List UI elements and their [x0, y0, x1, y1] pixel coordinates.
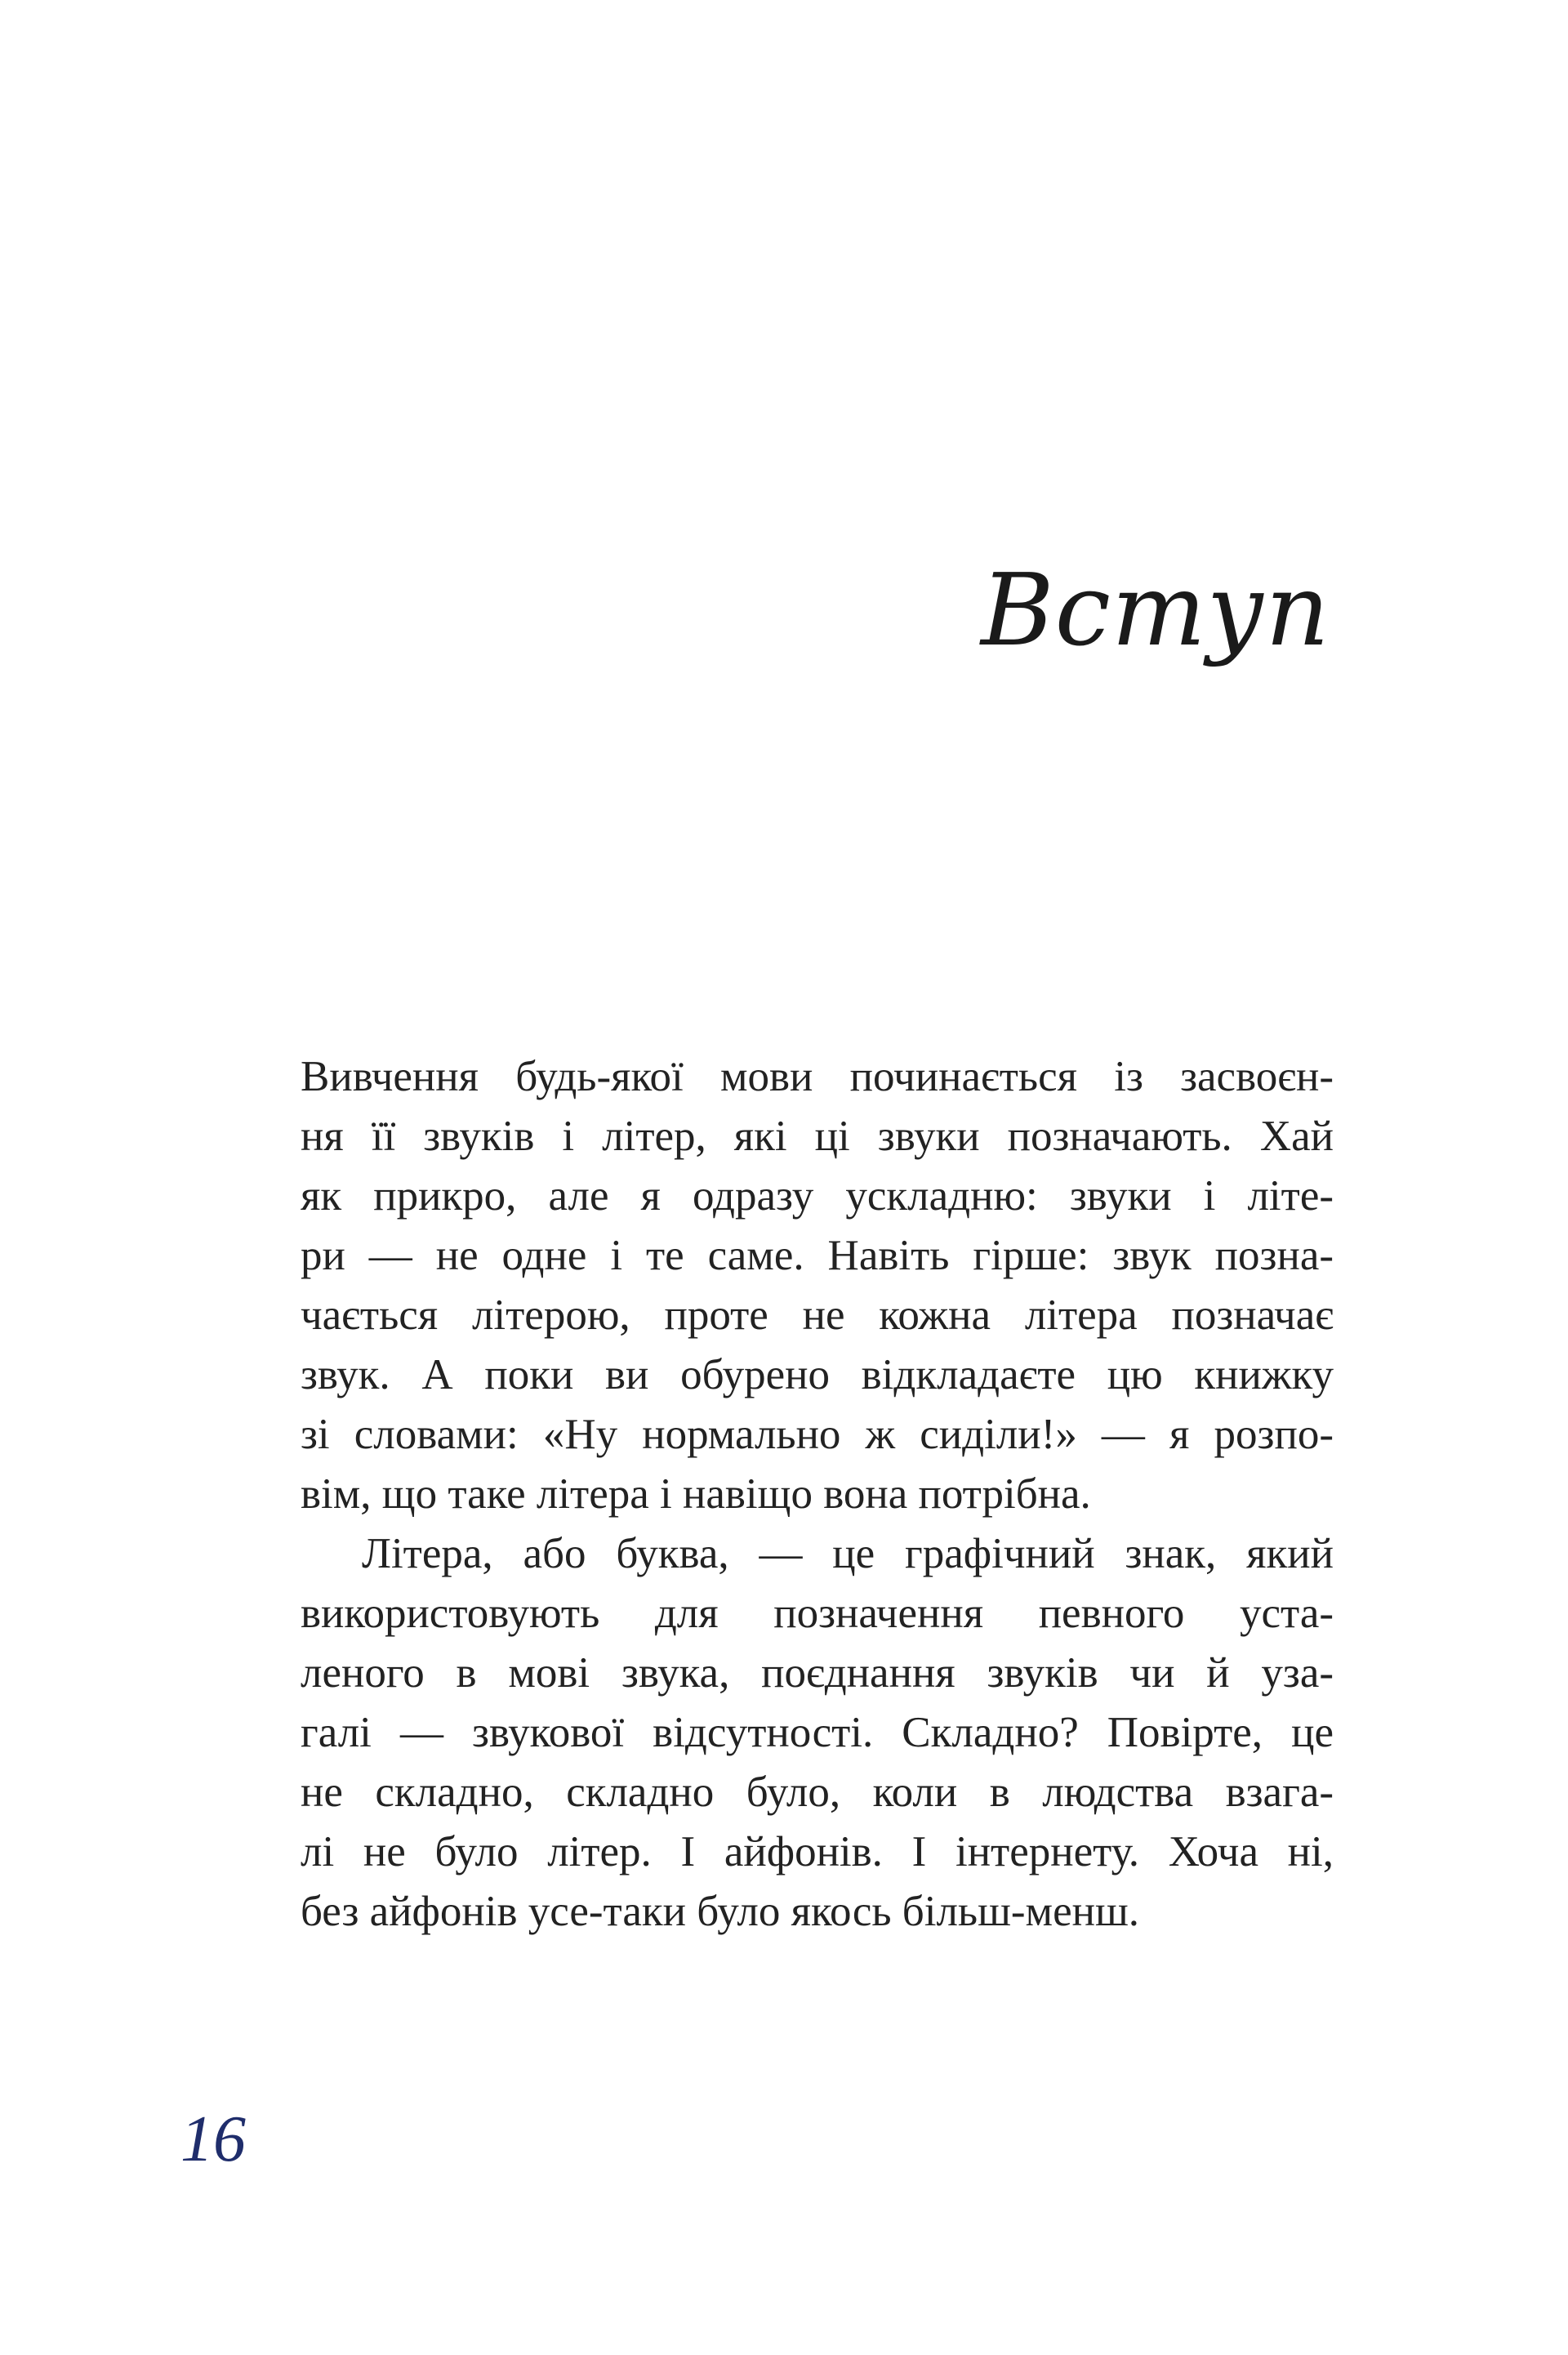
page-number: 16	[180, 2103, 246, 2175]
text-line: ня її звуків і літер, які ці звуки позначають. Хай	[301, 1113, 1334, 1160]
text-line: Літера, або буква, — це графічний знак, який	[362, 1530, 1334, 1577]
chapter-title: Вступ	[980, 551, 1330, 668]
text-line: ри — не одне і те саме. Навіть гірше: звук позна-	[301, 1232, 1334, 1279]
body-text	[301, 1047, 1334, 1942]
paragraph-1	[301, 1047, 1334, 1524]
text-line: вім, що таке літера і навіщо вона потрібна.	[301, 1470, 1091, 1518]
text-line: як прикро, але я одразу ускладню: звуки і літе-	[301, 1172, 1334, 1220]
text-line: чається літерою, проте не кожна літера позначає	[301, 1291, 1334, 1339]
text-line: використовують для позначення певного уста-	[301, 1590, 1334, 1637]
text-line: не складно, складно було, коли в людства взага-	[301, 1768, 1334, 1816]
text-line: зі словами: «Ну нормально ж сиділи!» — я розпо-	[301, 1411, 1334, 1458]
text-line: лі не було літер. І айфонів. І інтернету. Хоча ні,	[301, 1828, 1334, 1876]
text-line: леного в мові звука, поєднання звуків чи й уза-	[301, 1649, 1334, 1697]
text-line: Вивчення будь-якої мови починається із засвоєн-	[301, 1053, 1334, 1100]
text-line: без айфонів усе-таки було якось більш-менш.	[301, 1888, 1140, 1935]
paragraph-2	[301, 1524, 1334, 1942]
text-line: галі — звукової відсутності. Складно? Повірте, це	[301, 1709, 1334, 1756]
text-line: звук. А поки ви обурено відкладаєте цю книжку	[301, 1351, 1334, 1398]
